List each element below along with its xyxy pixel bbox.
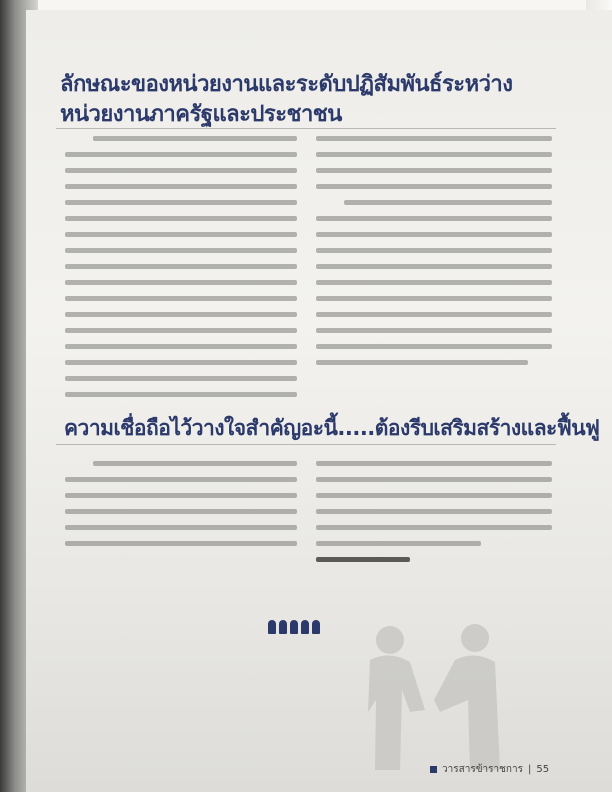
section-1-title-line-1: ลักษณะของหน่วยงานและระดับปฏิสัมพันธ์ระหว่าง [60,72,513,97]
handshake-icon [330,600,530,770]
section-2-title: ความเชื่อถือไว้วางใจสำคัญอะนี้.....ต้องรีบเสริมสร้างและฟื้นฟู [64,416,600,440]
section-2-divider [56,444,556,445]
section-1-column-left [65,136,297,408]
section-1-title-line-2: หน่วยงานภาครัฐและประชาชน [60,102,342,127]
section-2-column-right [316,461,552,573]
section-1-divider [56,128,556,129]
section-2-column-left [65,461,297,557]
people-icon [268,620,324,634]
section-1-column-right [316,136,552,376]
page-number: 55 [536,764,550,775]
footer-square-icon [430,766,437,773]
page-footer [430,762,549,777]
footer-separator: | [527,764,532,775]
journal-name: วารสารข้าราชการ [442,764,523,775]
